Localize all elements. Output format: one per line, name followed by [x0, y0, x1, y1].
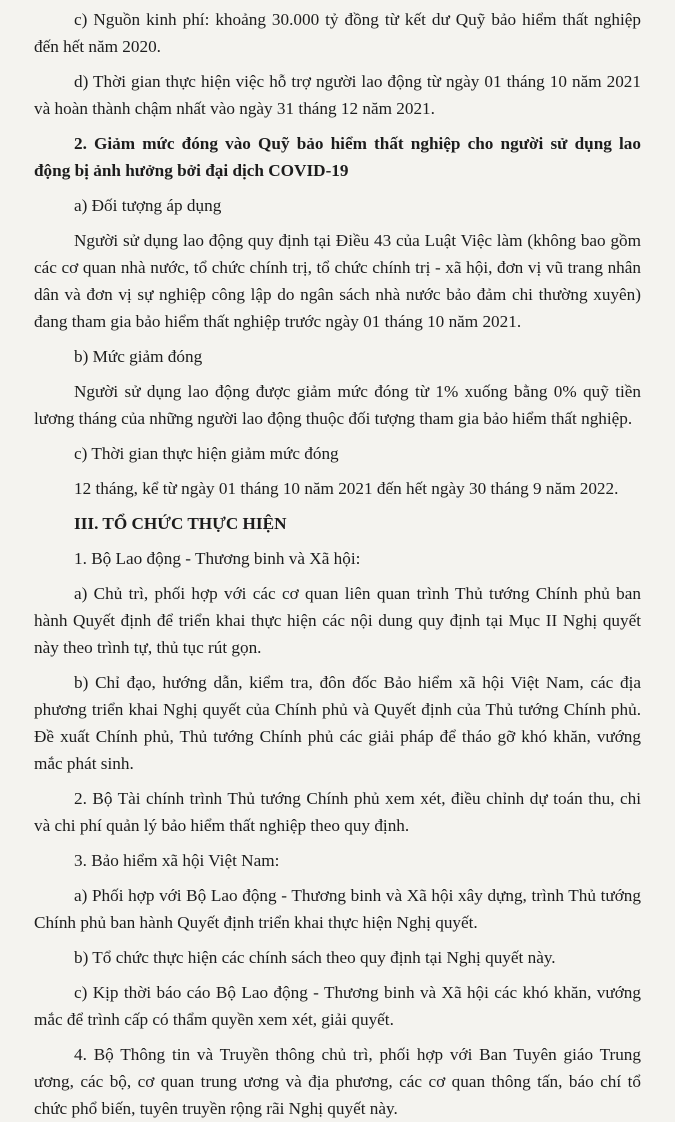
paragraph-reduction-level: Người sử dụng lao động được giảm mức đóng từ 1% xuống bằng 0% quỹ tiền lương tháng của những người lao động thuộc đối tượng tham gia bảo hiểm thất nghiệp.	[34, 382, 641, 428]
item-ministry-labour: 1. Bộ Lao động - Thương binh và Xã hội:	[74, 549, 361, 568]
subheading-reduction-period: c) Thời gian thực hiện giảm mức đóng	[74, 444, 339, 463]
item-social-insurance-b: b) Tổ chức thực hiện các chính sách theo quy định tại Nghị quyết này.	[74, 948, 556, 967]
item-ministry-labour-b: b) Chỉ đạo, hướng dẫn, kiểm tra, đôn đốc Bảo hiểm xã hội Việt Nam, các địa phương triển khai Nghị quyết của Chính phủ và Quyết định của Thủ tướng Chính phủ. Đề xuất Chính phủ, Thủ tướng Chính phủ các giải pháp để tháo gỡ khó khăn, vướng mắc phát sinh.	[34, 673, 641, 773]
item-social-insurance-a: a) Phối hợp với Bộ Lao động - Thương binh và Xã hội xây dựng, trình Thủ tướng Chính phủ ban hành Quyết định triển khai thực hiện Nghị quyết.	[34, 886, 641, 932]
item-social-insurance-c: c) Kịp thời báo cáo Bộ Lao động - Thương binh và Xã hội các khó khăn, vướng mắc để trình cấp có thẩm quyền xem xét, giải quyết.	[34, 983, 641, 1029]
paragraph-support-period: d) Thời gian thực hiện việc hỗ trợ người lao động từ ngày 01 tháng 10 năm 2021 và hoàn thành chậm nhất vào ngày 31 tháng 12 năm 2021.	[34, 72, 641, 118]
section-heading-contribution-reduction: 2. Giảm mức đóng vào Quỹ bảo hiểm thất nghiệp cho người sử dụng lao động bị ảnh hưởng bởi đại dịch COVID-19	[34, 134, 641, 180]
item-social-insurance: 3. Bảo hiểm xã hội Việt Nam:	[74, 851, 280, 870]
paragraph-funding: c) Nguồn kinh phí: khoảng 30.000 tỷ đồng từ kết dư Quỹ bảo hiểm thất nghiệp đến hết năm 2020.	[34, 10, 641, 56]
subheading-applicable-subjects: a) Đối tượng áp dụng	[74, 196, 222, 215]
item-ministry-information: 4. Bộ Thông tin và Truyền thông chủ trì, phối hợp với Ban Tuyên giáo Trung ương, các bộ, cơ quan trung ương và địa phương, các cơ quan thông tấn, báo chí tổ chức phổ biến, tuyên truyền rộng rãi Nghị quyết này.	[34, 1045, 641, 1118]
paragraph-reduction-period: 12 tháng, kể từ ngày 01 tháng 10 năm 2021 đến hết ngày 30 tháng 9 năm 2022.	[74, 479, 619, 498]
item-ministry-finance: 2. Bộ Tài chính trình Thủ tướng Chính phủ xem xét, điều chỉnh dự toán thu, chi và chi phí quản lý bảo hiểm thất nghiệp theo quy định.	[34, 789, 641, 835]
item-ministry-labour-a: a) Chủ trì, phối hợp với các cơ quan liên quan trình Thủ tướng Chính phủ ban hành Quyết định để triển khai thực hiện các nội dung quy định tại Mục II Nghị quyết này theo trình tự, thủ tục rút gọn.	[34, 584, 641, 657]
section-heading-implementation: III. TỔ CHỨC THỰC HIỆN	[74, 514, 287, 533]
subheading-reduction-level: b) Mức giảm đóng	[74, 347, 203, 366]
paragraph-applicable-subjects: Người sử dụng lao động quy định tại Điều 43 của Luật Việc làm (không bao gồm các cơ quan nhà nước, tổ chức chính trị, tổ chức chính trị - xã hội, đơn vị vũ trang nhân dân và đơn vị sự nghiệp công lập do ngân sách nhà nước bảo đảm chi thường xuyên) đang tham gia bảo hiểm thất nghiệp trước ngày 01 tháng 10 năm 2021.	[34, 231, 641, 331]
